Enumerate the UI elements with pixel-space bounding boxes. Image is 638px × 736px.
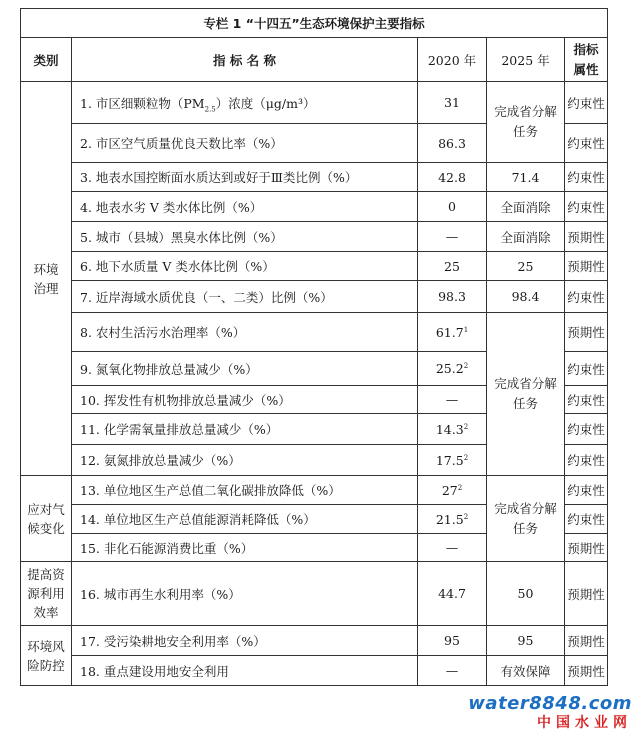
indicator-attribute: 约束性 xyxy=(565,352,608,386)
value-2020: 14.3$^2$ xyxy=(418,414,487,445)
value-2020: 31 xyxy=(418,82,487,124)
indicator-name: 9. 氮氧化物排放总量减少（%） xyxy=(72,352,418,386)
indicator-table xyxy=(20,8,608,686)
indicator-attribute: 预期性 xyxy=(565,252,608,281)
table-row xyxy=(21,656,608,686)
indicator-name: 4. 地表水劣 V 类水体比例（%） xyxy=(72,192,418,222)
table-row xyxy=(21,163,608,192)
indicator-attribute: 预期性 xyxy=(565,656,608,686)
target-2025-merged: 完成省分解任务 xyxy=(487,476,565,562)
value-2020: 0 xyxy=(418,192,487,222)
header-2025: 2025 年 xyxy=(487,38,565,82)
watermark-brand: water8848.com xyxy=(468,693,632,714)
value-2020: — xyxy=(418,656,487,686)
value-2020: 95 xyxy=(418,626,487,656)
value-2025: 71.4 xyxy=(487,163,565,192)
indicator-attribute: 预期性 xyxy=(565,562,608,626)
value-2020: 44.7 xyxy=(418,562,487,626)
value-2020: 17.5$^2$ xyxy=(418,445,487,476)
indicator-attribute: 约束性 xyxy=(565,476,608,505)
indicator-name: 12. 氨氮排放总量减少（%） xyxy=(72,445,418,476)
table-row xyxy=(21,313,608,352)
indicator-name: 13. 单位地区生产总值二氧化碳排放降低（%） xyxy=(72,476,418,505)
value-2025: 全面消除 xyxy=(487,192,565,222)
indicator-attribute: 约束性 xyxy=(565,82,608,124)
table-row xyxy=(21,82,608,124)
table-row xyxy=(21,252,608,281)
value-2025: 95 xyxy=(487,626,565,656)
value-2020: 25.2$^2$ xyxy=(418,352,487,386)
category-risk: 环境风险防控 xyxy=(21,626,72,686)
indicator-attribute: 预期性 xyxy=(565,222,608,252)
table-row xyxy=(21,562,608,626)
value-2020: — xyxy=(418,222,487,252)
value-2025: 有效保障 xyxy=(487,656,565,686)
site-watermark xyxy=(468,693,632,732)
target-2025-merged: 完成省分解任务 xyxy=(487,313,565,476)
indicator-name: 16. 城市再生水利用率（%） xyxy=(72,562,418,626)
table-row xyxy=(21,222,608,252)
value-2020: — xyxy=(418,386,487,414)
category-env: 环境治理 xyxy=(21,82,72,476)
value-2020: 98.3 xyxy=(418,281,487,313)
watermark-site: 中国水业网 xyxy=(537,715,632,731)
target-2025-merged: 完成省分解任务 xyxy=(487,82,565,163)
indicator-name: 8. 农村生活污水治理率（%） xyxy=(72,313,418,352)
value-2020: 25 xyxy=(418,252,487,281)
table-row xyxy=(21,626,608,656)
indicator-attribute: 约束性 xyxy=(565,414,608,445)
header-attribute: 指标属性 xyxy=(565,38,608,82)
indicator-attribute: 约束性 xyxy=(565,192,608,222)
indicator-attribute: 约束性 xyxy=(565,163,608,192)
indicator-attribute: 约束性 xyxy=(565,386,608,414)
value-2020: — xyxy=(418,534,487,562)
indicator-attribute: 约束性 xyxy=(565,124,608,163)
indicator-name: 11. 化学需氧量排放总量减少（%） xyxy=(72,414,418,445)
indicator-table-frame xyxy=(20,8,607,686)
value-2020: 61.7$^1$ xyxy=(418,313,487,352)
indicator-name: 6. 地下水质量 V 类水体比例（%） xyxy=(72,252,418,281)
indicator-attribute: 约束性 xyxy=(565,445,608,476)
table-row xyxy=(21,192,608,222)
value-2025: 50 xyxy=(487,562,565,626)
indicator-name: 18. 重点建设用地安全利用 xyxy=(72,656,418,686)
indicator-name: 14. 单位地区生产总值能源消耗降低（%） xyxy=(72,505,418,534)
header-category: 类别 xyxy=(21,38,72,82)
value-2025: 全面消除 xyxy=(487,222,565,252)
header-indicator: 指 标 名 称 xyxy=(72,38,418,82)
value-2020: $27^2$ xyxy=(418,476,487,505)
indicator-attribute: 预期性 xyxy=(565,626,608,656)
value-2025: 25 xyxy=(487,252,565,281)
value-2020: 86.3 xyxy=(418,124,487,163)
value-2020: 42.8 xyxy=(418,163,487,192)
indicator-attribute: 预期性 xyxy=(565,534,608,562)
table-row xyxy=(21,281,608,313)
value-2025: 98.4 xyxy=(487,281,565,313)
header-2020: 2020 年 xyxy=(418,38,487,82)
category-climate: 应对气候变化 xyxy=(21,476,72,562)
table-row xyxy=(21,476,608,505)
indicator-attribute: 约束性 xyxy=(565,505,608,534)
indicator-name: 1. 市区细颗粒物$(PM_{2.5})$浓度（μg/m³） xyxy=(72,82,418,124)
category-resource: 提高资源利用效率 xyxy=(21,562,72,626)
value-2020: 21.5$^2$ xyxy=(418,505,487,534)
indicator-name: 17. 受污染耕地安全利用率（%） xyxy=(72,626,418,656)
indicator-name: 7. 近岸海域水质优良（一、二类）比例（%） xyxy=(72,281,418,313)
indicator-name: 2. 市区空气质量优良天数比率（%） xyxy=(72,124,418,163)
indicator-name: 3. 地表水国控断面水质达到或好于Ⅲ类比例（%） xyxy=(72,163,418,192)
indicator-name: 15. 非化石能源消费比重（%） xyxy=(72,534,418,562)
indicator-attribute: 预期性 xyxy=(565,313,608,352)
indicator-name: 10. 挥发性有机物排放总量减少（%） xyxy=(72,386,418,414)
indicator-attribute: 约束性 xyxy=(565,281,608,313)
table-caption: 专栏 1 “十四五”生态环境保护主要指标 xyxy=(21,9,608,38)
indicator-name: 5. 城市（县城）黑臭水体比例（%） xyxy=(72,222,418,252)
